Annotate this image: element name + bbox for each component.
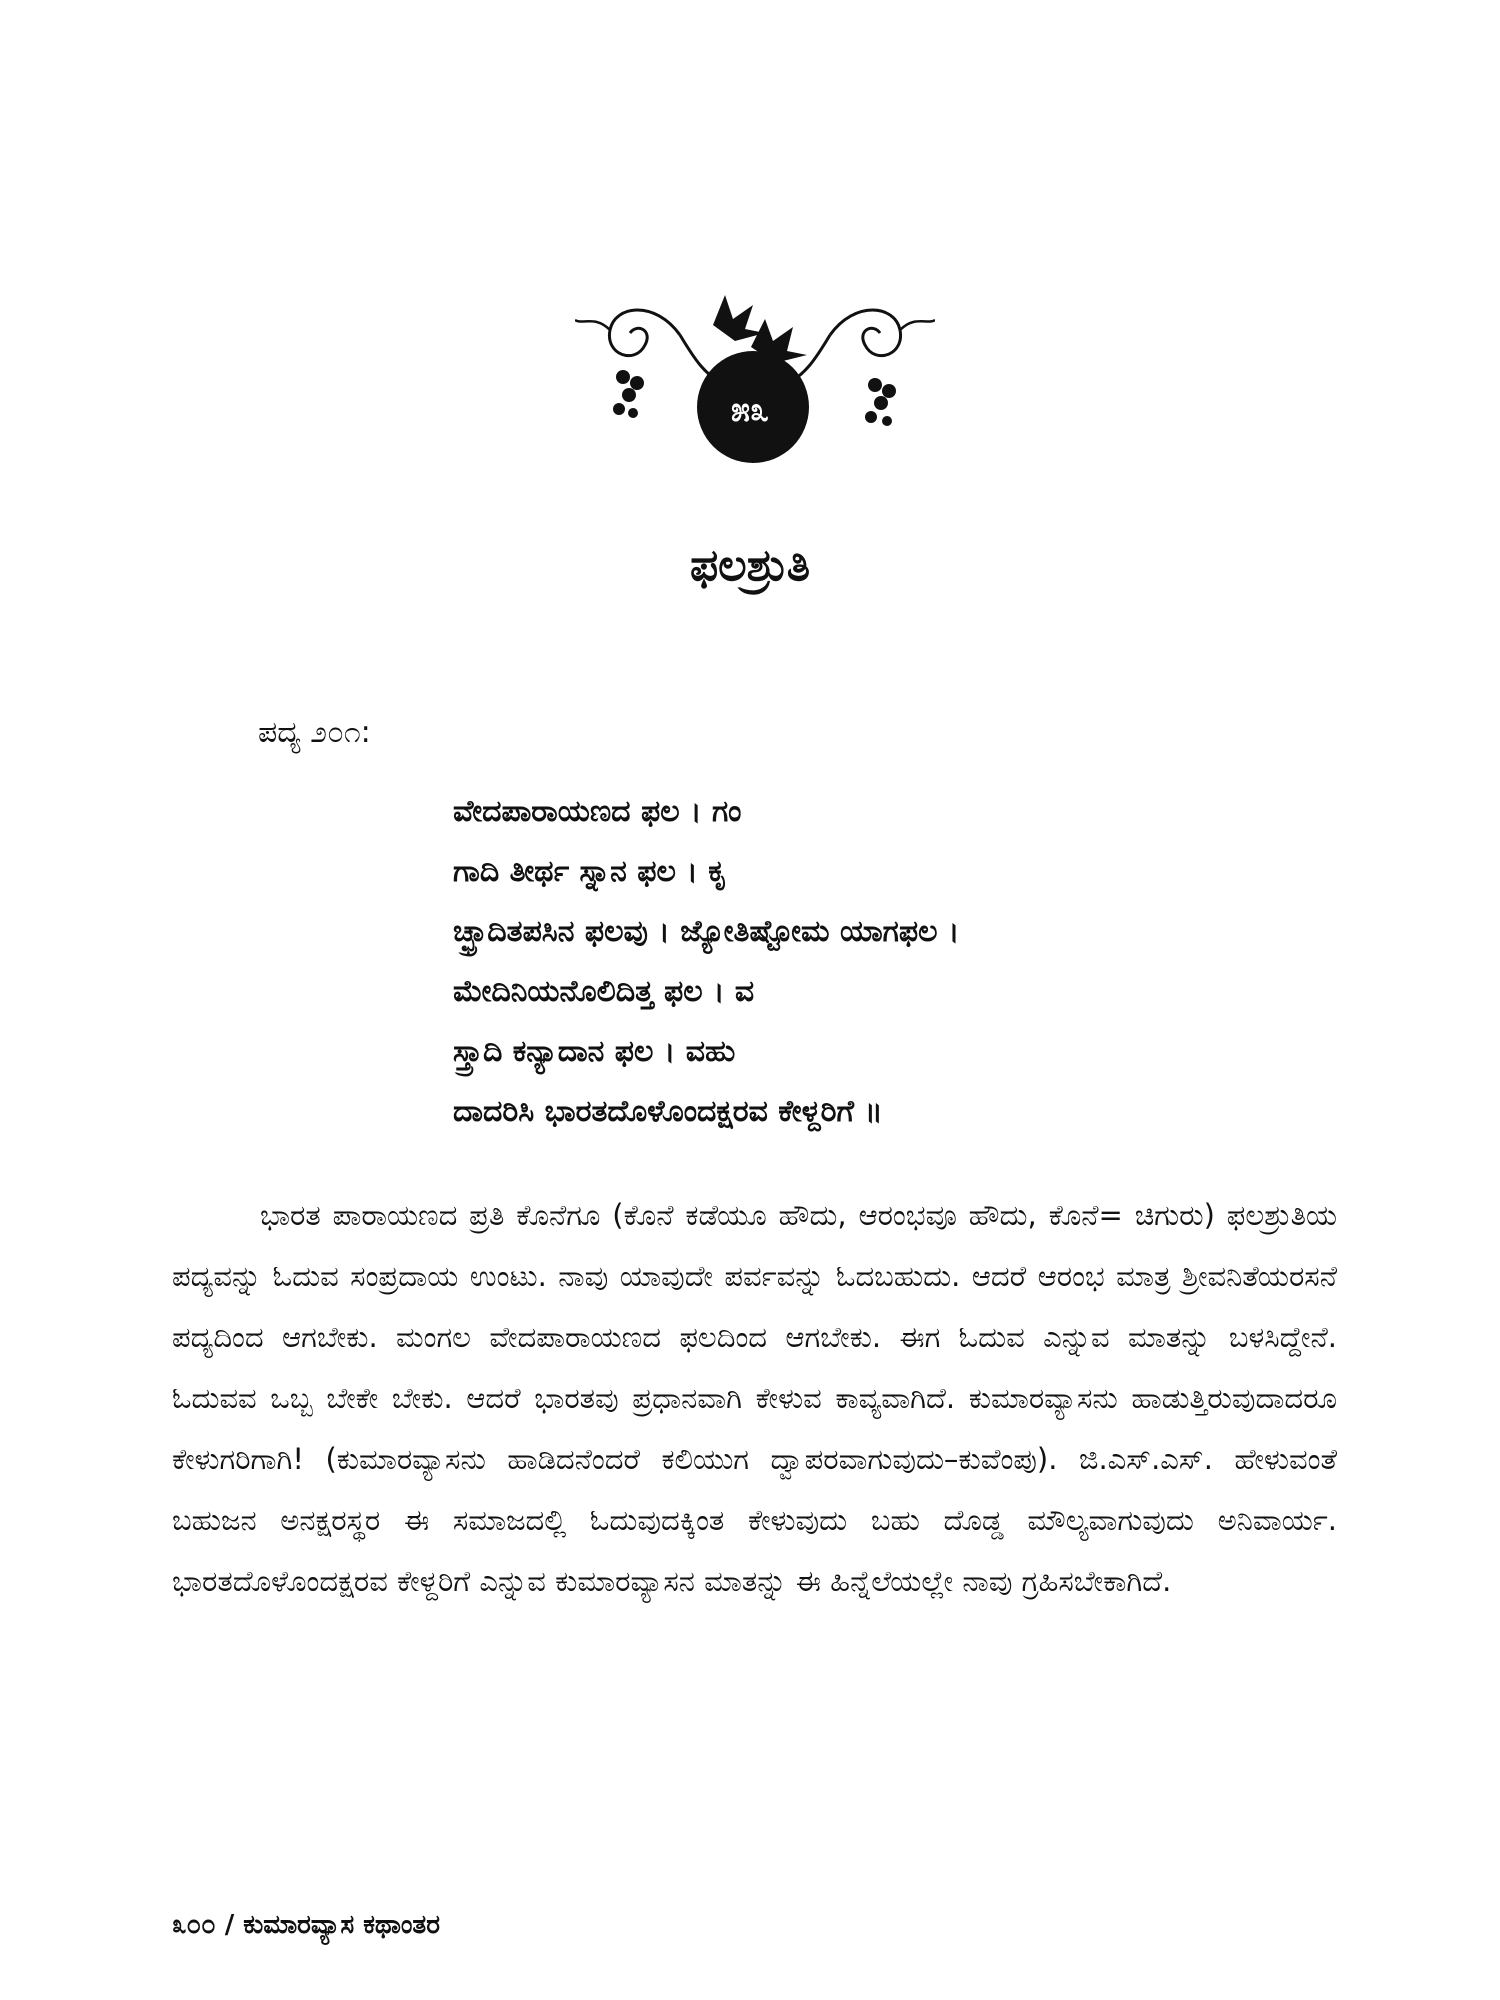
verse-line: ಸ್ತ್ರಾದಿ ಕನ್ಯಾದಾನ ಫಲ । ವಹು [453, 1034, 736, 1069]
verse-label: ಪದ್ಯ ೨೦೧: [258, 715, 371, 750]
page-footer: ೩೦೦ / ಕುಮಾರವ್ಯಾಸ ಕಥಾಂತರ [172, 1910, 440, 1940]
verse-line: ಚ್ಛ್ರಾದಿತಪಸಿನ ಫಲವು । ಜ್ಯೋತಿಷ್ಟೋಮ ಯಾಗಫಲ । [453, 914, 960, 949]
verse-block [453, 782, 1353, 1142]
commentary-paragraph: ಭಾರತ ಪಾರಾಯಣದ ಪ್ರತಿ ಕೊನೆಗೂ (ಕೊನೆ ಕಡೆಯೂ ಹೌದು, ಆರಂಭವೂ ಹೌದು, ಕೊನೆ= ಚಿಗುರು) ಫಲಶ್ರುತಿಯ ಪದ್ಯವನ್ನು ಓದುವ ಸಂಪ್ರದಾಯ ಉಂಟು. ನಾವು ಯಾವುದೇ ಪರ್ವವನ್ನು ಓದಬಹುದು. ಆದರೆ ಆರಂಭ ಮಾತ್ರ ಶ್ರೀವನಿತೆಯರಸನೆ ಪದ್ಯದಿಂದ ಆಗಬೇಕು. ಮಂಗಲ ವೇದಪಾರಾಯಣದ ಫಲದಿಂದ ಆಗಬೇಕು. ಈಗ ಓದುವ ಎನ್ನುವ ಮಾತನ್ನು ಬಳಸಿದ್ದೇನೆ. ಓದುವವ ಒಬ್ಬ ಬೇಕೇ ಬೇಕು. ಆದರೆ ಭಾರತವು ಪ್ರಧಾನವಾಗಿ ಕೇಳುವ ಕಾವ್ಯವಾಗಿದೆ. ಕುಮಾರವ್ಯಾಸನು ಹಾಡುತ್ತಿರುವುದಾದರೂ ಕೇಳುಗರಿಗಾಗಿ! (ಕುಮಾರವ್ಯಾಸನು ಹಾಡಿದನೆಂದರೆ ಕಲಿಯುಗ ದ್ವಾಪರವಾಗುವುದು–ಕುವೆಂಪು). ಜಿ.ಎಸ್.ಎಸ್. ಹೇಳುವಂತೆ ಬಹುಜನ ಅನಕ್ಷರಸ್ಥರ ಈ ಸಮಾಜದಲ್ಲಿ ಓದುವುದಕ್ಕಿಂತ ಕೇಳುವುದು ಬಹು ದೊಡ್ಡ ಮೌಲ್ಯವಾಗುವುದು ಅನಿವಾರ್ಯ. ಭಾರತದೊಳೊಂದಕ್ಷರವ ಕೇಳ್ದರಿಗೆ ಎನ್ನುವ ಕುಮಾರವ್ಯಾಸನ ಮಾತನ್ನು ಈ ಹಿನ್ನೆಲೆಯಲ್ಲೇ ನಾವು ಗ್ರಹಿಸಬೇಕಾಗಿದೆ. [172, 1198, 1337, 1598]
verse-line: ವೇದಪಾರಾಯಣದ ಫಲ । ಗಂ [453, 794, 742, 829]
verse-line: ಗಾದಿ ತೀರ್ಥ ಸ್ನಾನ ಫಲ । ಕೃ [453, 854, 728, 889]
chapter-ornament [575, 285, 935, 475]
verse-line: ದಾದರಿಸಿ ಭಾರತದೊಳೊಂದಕ್ಷರವ ಕೇಳ್ದರಿಗೆ ॥ [453, 1094, 883, 1129]
chapter-title: ಫಲಶ್ರುತಿ [689, 540, 811, 591]
chapter-number: ೫೩ [730, 390, 770, 430]
verse-line: ಮೇದಿನಿಯನೊಲಿದಿತ್ತ ಫಲ । ವ [453, 974, 755, 1009]
